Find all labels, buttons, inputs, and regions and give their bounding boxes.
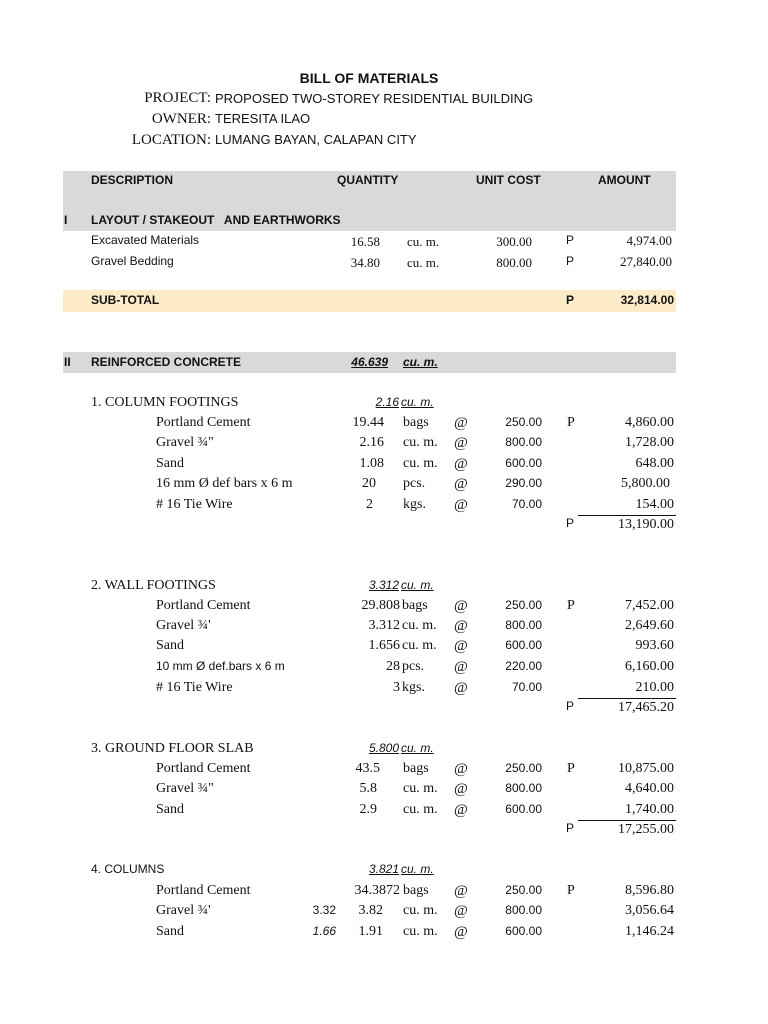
item-unit: bags [402, 598, 428, 613]
subsection-title: 3. GROUND FLOOR SLAB [91, 741, 254, 756]
item-unit-cost: 250.00 [505, 761, 542, 775]
column-header-quantity: QUANTITY [337, 173, 399, 187]
subsection-total: 17,255.00 [618, 822, 674, 837]
item-amount: 4,640.00 [625, 781, 674, 796]
total-rule [578, 698, 676, 699]
total-rule [578, 515, 676, 516]
location-value: LUMANG BAYAN, CALAPAN CITY [215, 132, 417, 147]
item-unit: bags [403, 761, 429, 776]
at-sign: @ [454, 883, 468, 899]
at-sign: @ [454, 638, 468, 654]
item-description: Sand [156, 456, 184, 471]
item-unit-cost: 800.00 [505, 618, 542, 632]
item-unit-cost: 800.00 [505, 903, 542, 917]
item-unit: cu. m. [403, 435, 438, 450]
item-description: Gravel ¾' [156, 618, 211, 633]
item-quantity: 1.656 [368, 638, 400, 653]
item-unit-cost: 300.00 [496, 234, 532, 249]
at-sign: @ [454, 618, 468, 634]
at-sign: @ [454, 435, 468, 451]
item-description: Sand [156, 802, 184, 817]
at-sign: @ [454, 598, 468, 614]
item-quantity: 3.82 [358, 903, 383, 918]
item-description: Portland Cement [156, 598, 251, 613]
item-quantity: 28 [386, 659, 400, 674]
peso-sign: P [567, 598, 575, 613]
section-2-title: REINFORCED CONCRETE [91, 355, 242, 369]
item-amount: 648.00 [635, 456, 674, 471]
location-label: LOCATION: [131, 132, 211, 148]
section-2-volume-unit: cu. m. [403, 355, 438, 369]
item-amount: 10,875.00 [618, 761, 674, 776]
item-unit-cost: 600.00 [505, 456, 542, 470]
at-sign: @ [454, 761, 468, 777]
item-unit: kgs. [403, 497, 426, 512]
subtotal-amount: 32,814.00 [620, 293, 674, 307]
item-quantity: 29.808 [361, 598, 400, 613]
section-1-title: LAYOUT / STAKEOUT AND EARTHWORKS [91, 213, 341, 227]
subsection-volume: 2.16 [375, 395, 399, 409]
item-description: # 16 Tie Wire [156, 497, 233, 512]
section-2-volume: 46.639 [351, 355, 388, 369]
item-quantity: 3.312 [368, 618, 400, 633]
item-unit-cost: 800.00 [505, 435, 542, 449]
item-amount: 993.60 [635, 638, 674, 653]
item-unit-cost: 250.00 [505, 883, 542, 897]
item-description: Portland Cement [156, 883, 251, 898]
item-amount: 1,146.24 [625, 924, 674, 939]
at-sign: @ [454, 456, 468, 472]
item-description: # 16 Tie Wire [156, 680, 233, 695]
item-note: 3.32 [312, 903, 336, 917]
subtotal-label: SUB-TOTAL [91, 293, 160, 307]
item-unit-cost: 800.00 [505, 781, 542, 795]
item-amount: 4,974.00 [626, 233, 672, 248]
project-value: PROPOSED TWO-STOREY RESIDENTIAL BUILDING [215, 91, 534, 106]
item-quantity: 1.08 [359, 456, 384, 471]
section-2-number: II [64, 355, 71, 369]
item-unit-cost: 600.00 [505, 924, 542, 938]
item-amount: 27,840.00 [620, 254, 672, 269]
item-unit: bags [403, 415, 429, 430]
item-amount: 5,800.00 [621, 476, 670, 491]
at-sign: @ [454, 497, 468, 513]
item-amount: 210.00 [635, 680, 674, 695]
item-quantity: 3 [393, 680, 400, 695]
item-amount: 6,160.00 [625, 659, 674, 674]
item-unit-cost: 70.00 [511, 680, 542, 694]
subsection-title: 4. COLUMNS [91, 862, 165, 876]
at-sign: @ [454, 476, 468, 492]
item-unit-cost: 290.00 [505, 476, 542, 490]
item-unit: kgs. [402, 680, 425, 695]
item-amount: 1,728.00 [625, 435, 674, 450]
subsection-volume: 5.800 [368, 741, 399, 755]
item-quantity: 2 [366, 497, 373, 512]
subsection-title: 2. WALL FOOTINGS [91, 578, 216, 593]
item-amount: 2,649.60 [625, 618, 674, 633]
item-quantity: 2.16 [359, 435, 384, 450]
peso-sign: P [566, 293, 575, 307]
item-unit: cu. m. [403, 456, 438, 471]
peso-sign: P [566, 233, 575, 247]
item-unit: cu. m. [403, 924, 438, 939]
item-unit: cu. m. [402, 638, 437, 653]
at-sign: @ [454, 903, 468, 919]
at-sign: @ [454, 781, 468, 797]
subsection-total: 17,465.20 [618, 700, 674, 715]
item-amount: 4,860.00 [625, 415, 674, 430]
peso-sign: P [567, 883, 575, 898]
section-1-number: I [64, 213, 68, 227]
item-unit: cu. m. [403, 802, 438, 817]
item-description: Gravel ¾" [156, 435, 214, 450]
at-sign: @ [454, 680, 468, 696]
at-sign: @ [454, 415, 468, 431]
column-header-description: DESCRIPTION [91, 173, 174, 187]
item-unit-cost: 800.00 [496, 255, 532, 270]
subsection-volume-unit: cu. m. [401, 578, 434, 592]
at-sign: @ [454, 924, 468, 940]
item-unit: cu. m. [403, 781, 438, 796]
item-amount: 8,596.80 [625, 883, 674, 898]
peso-sign: P [566, 821, 575, 835]
item-amount: 3,056.64 [625, 903, 674, 918]
subsection-title: 1. COLUMN FOOTINGS [91, 395, 239, 410]
subsection-volume-unit: cu. m. [401, 395, 434, 409]
item-description: Sand [156, 924, 184, 939]
owner-label: OWNER: [151, 111, 211, 127]
peso-sign: P [566, 516, 575, 530]
at-sign: @ [454, 802, 468, 818]
item-quantity: 1.91 [358, 924, 383, 939]
item-unit: cu. m. [407, 234, 440, 249]
item-quantity: 43.5 [355, 761, 380, 776]
peso-sign: P [567, 415, 575, 430]
item-unit-cost: 600.00 [505, 802, 542, 816]
item-quantity: 34.3872 [354, 883, 400, 898]
subsection-volume: 3.821 [368, 862, 399, 876]
item-unit-cost: 600.00 [505, 638, 542, 652]
peso-sign: P [566, 699, 575, 713]
subsection-total: 13,190.00 [618, 517, 674, 532]
item-quantity: 19.44 [352, 415, 384, 430]
subsection-volume-unit: cu. m. [401, 862, 434, 876]
item-quantity: 2.9 [359, 802, 377, 817]
item-unit: pcs. [402, 659, 425, 674]
column-header-amount: AMOUNT [598, 173, 651, 187]
item-amount: 7,452.00 [625, 598, 674, 613]
item-description: 10 mm Ø def.bars x 6 m [156, 659, 285, 673]
item-description: Portland Cement [156, 415, 251, 430]
column-header-unit-cost: UNIT COST [476, 173, 541, 187]
item-amount: 154.00 [635, 497, 674, 512]
item-unit-cost: 250.00 [505, 415, 542, 429]
item-unit: cu. m. [403, 903, 438, 918]
item-note: 1.66 [312, 924, 336, 938]
subsection-volume-unit: cu. m. [401, 741, 434, 755]
owner-value: TERESITA ILAO [215, 111, 311, 126]
item-unit: cu. m. [402, 618, 437, 633]
item-quantity: 20 [362, 476, 376, 491]
item-quantity: 34.80 [350, 255, 380, 270]
item-description: Portland Cement [156, 761, 251, 776]
item-quantity: 5.8 [359, 781, 377, 796]
item-description: Excavated Materials [91, 233, 200, 247]
item-description: Gravel Bedding [91, 254, 174, 268]
document-title: BILL OF MATERIALS [299, 70, 439, 86]
total-rule [578, 820, 676, 821]
peso-sign: P [566, 254, 575, 268]
item-description: Gravel ¾' [156, 903, 211, 918]
subsection-volume: 3.312 [368, 578, 399, 592]
item-description: Gravel ¾" [156, 781, 214, 796]
item-unit-cost: 250.00 [505, 598, 542, 612]
item-quantity: 16.58 [350, 234, 380, 249]
at-sign: @ [454, 659, 468, 675]
item-unit: pcs. [403, 476, 426, 491]
item-unit-cost: 70.00 [511, 497, 542, 511]
peso-sign: P [567, 761, 575, 776]
item-amount: 1,740.00 [625, 802, 674, 817]
item-description: Sand [156, 638, 184, 653]
project-label: PROJECT: [144, 90, 211, 106]
item-description: 16 mm Ø def bars x 6 m [156, 476, 293, 491]
item-unit: bags [403, 883, 429, 898]
item-unit: cu. m. [407, 255, 440, 270]
item-unit-cost: 220.00 [505, 659, 542, 673]
